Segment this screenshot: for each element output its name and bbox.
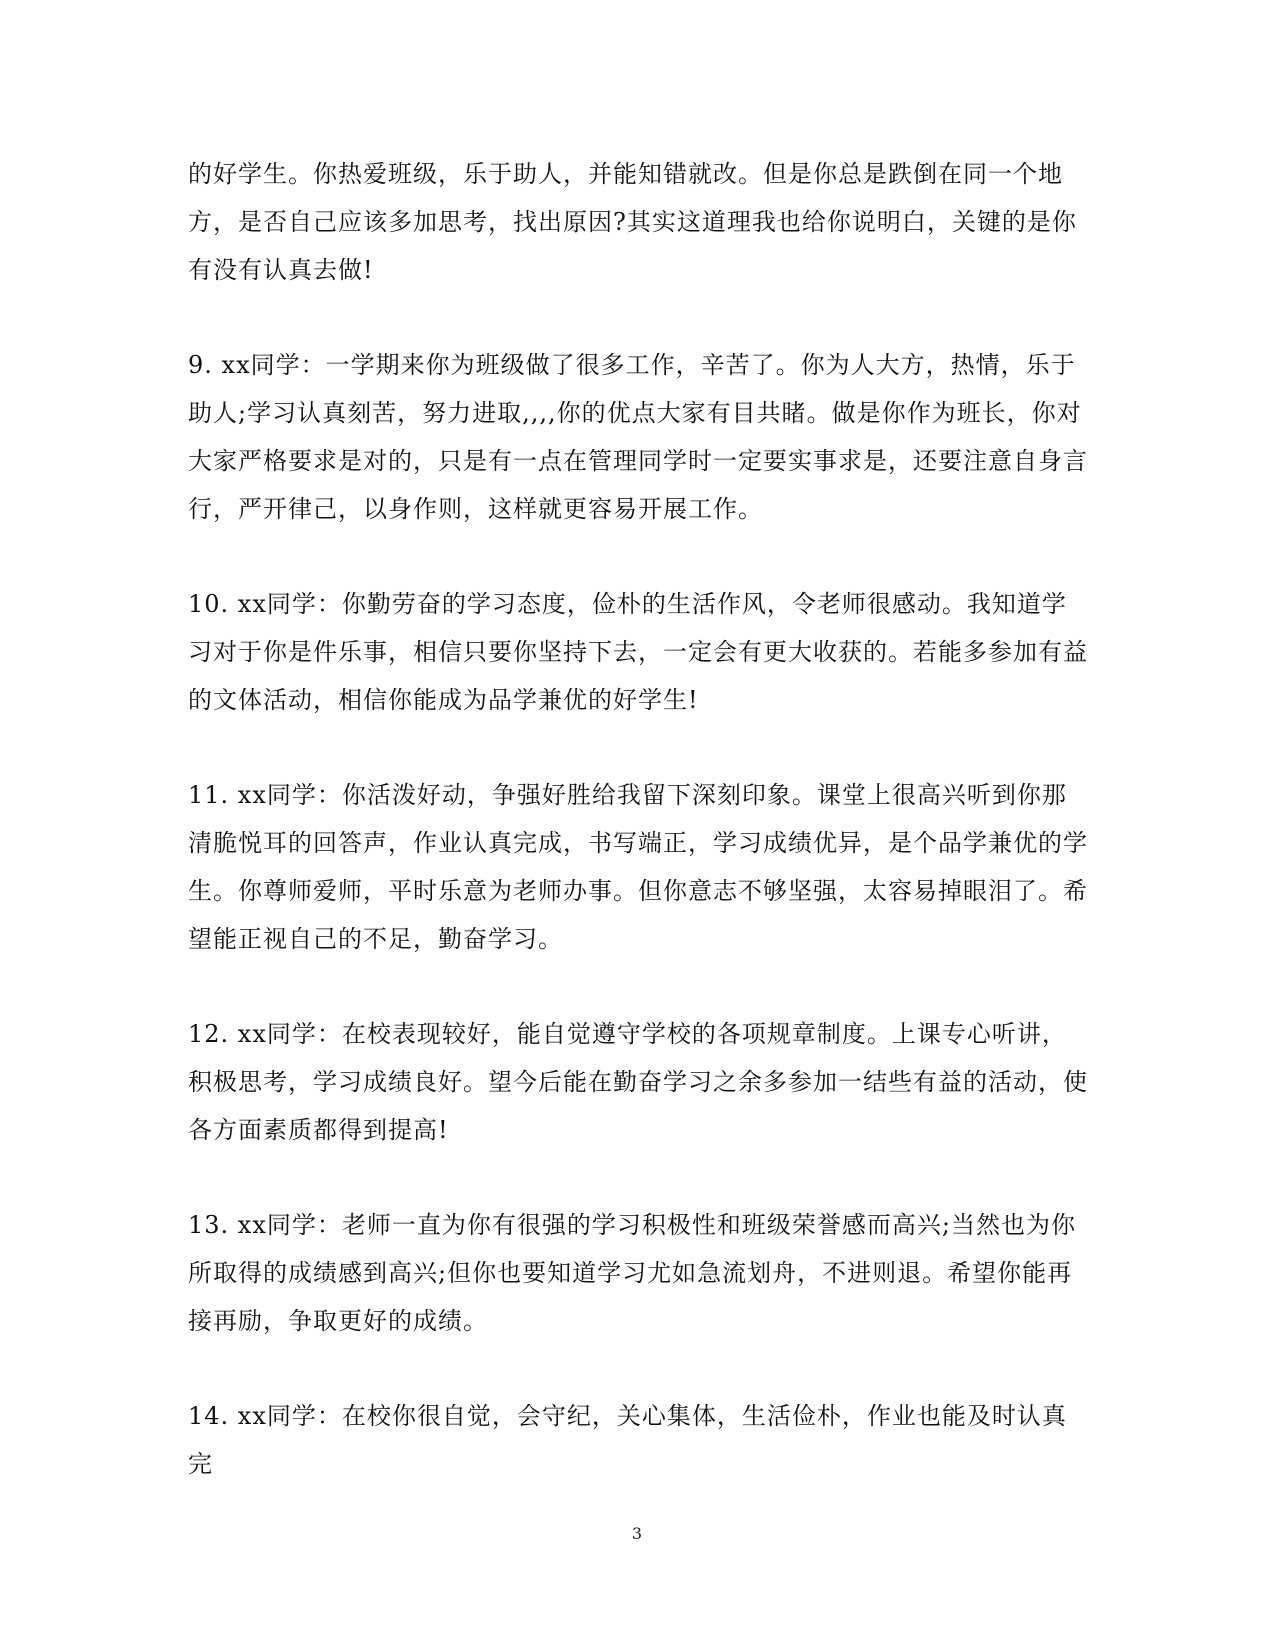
paragraph-item-14: 14. xx同学：在校你很自觉，会守纪，关心集体，生活俭朴，作业也能及时认真完 — [188, 1402, 1067, 1478]
page-number: 3 — [631, 1524, 643, 1543]
paragraph-item-13: 13. xx同学：老师一直为你有很强的学习积极性和班级荣誉感而高兴;当然也为你所取得的成绩感到高兴;但你也要知道学习尤如急流划舟，不进则退。希望你能再接再励，争取更好的成绩。 — [188, 1211, 1076, 1335]
document-body — [188, 150, 1088, 1488]
paragraph-item-9: 9. xx同学：一学期来你为班级做了很多工作，辛苦了。你为人大方，热情，乐于助人;学习认真刻苦，努力进取,,,,你的优点大家有目共睹。做是你作为班长，你对大家严格要求是对的，只是有一点在管理同学时一定要实事求是，还要注意自身言行，严开律己，以身作则，这样就更容易开展工作。 — [188, 351, 1088, 523]
paragraph-item-10: 10. xx同学：你勤劳奋的学习态度，俭朴的生活作风，令老师很感动。我知道学习对于你是件乐事，相信只要你坚持下去，一定会有更大收获的。若能多参加有益的文体活动，相信你能成为品学兼优的好学生! — [188, 590, 1088, 714]
paragraph-item-12: 12. xx同学：在校表现较好，能自觉遵守学校的各项规章制度。上课专心听讲，积极思考，学习成绩良好。望今后能在勤奋学习之余多参加一结些有益的活动，使各方面素质都得到提高! — [188, 1020, 1088, 1144]
paragraph-item-11: 11. xx同学：你活泼好动，争强好胜给我留下深刻印象。课堂上很高兴听到你那清脆悦耳的回答声，作业认真完成，书写端正，学习成绩优异，是个品学兼优的学生。你尊师爱师，平时乐意为老师办事。但你意志不够坚强，太容易掉眼泪了。希望能正视自己的不足，勤奋学习。 — [188, 781, 1088, 953]
paragraph-continuation: 的好学生。你热爱班级，乐于助人，并能知错就改。但是你总是跌倒在同一个地方，是否自己应该多加思考，找出原因?其实这道理我也给你说明白，关键的是你有没有认真去做! — [188, 160, 1077, 284]
